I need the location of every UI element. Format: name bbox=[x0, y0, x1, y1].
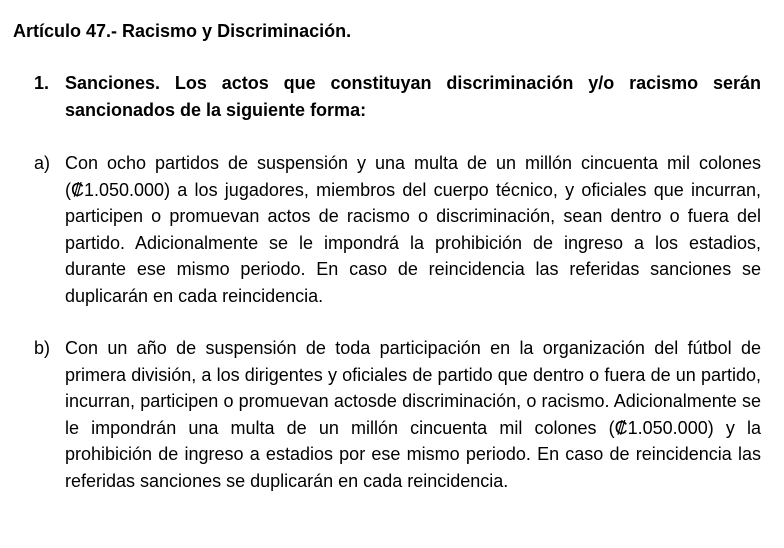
section-heading: Sanciones. Los actos que constituyan discriminación y/o racismo serán sancionados de la siguiente forma: bbox=[65, 73, 761, 120]
list-item-text: Con un año de suspensión de toda participación en la organización del fútbol de primera división, a los dirigentes y oficiales de partido que dentro o fuera de un partido, incurran, participen o promuevan actosde discriminación, o racismo. Adicionalmente se le impondrán una multa de un millón cincuenta mil colones (₡1.050.000) y la prohibición de ingreso a estadios por ese mismo periodo. En caso de reincidencia las referidas sanciones se duplicarán en cada reincidencia. bbox=[65, 338, 761, 491]
section-number: 1. bbox=[34, 73, 50, 93]
article-title: Artículo 47.- Racismo y Discriminación. bbox=[13, 21, 352, 41]
list-item-marker: b) bbox=[34, 338, 51, 358]
list-item-text: Con ocho partidos de suspensión y una multa de un millón cincuenta mil colones (₡1.050.000) a los jugadores, miembros del cuerpo técnico, y oficiales que incurran, participen o promuevan actos de racismo o discriminación, sean dentro o fuera del partido. Adicionalmente se le impondrá la prohibición de ingreso a los estadios, durante ese mismo periodo. En caso de reincidencia las referidas sanciones se duplicarán en cada reincidencia. bbox=[65, 153, 761, 306]
list-item-marker: a) bbox=[34, 153, 51, 173]
